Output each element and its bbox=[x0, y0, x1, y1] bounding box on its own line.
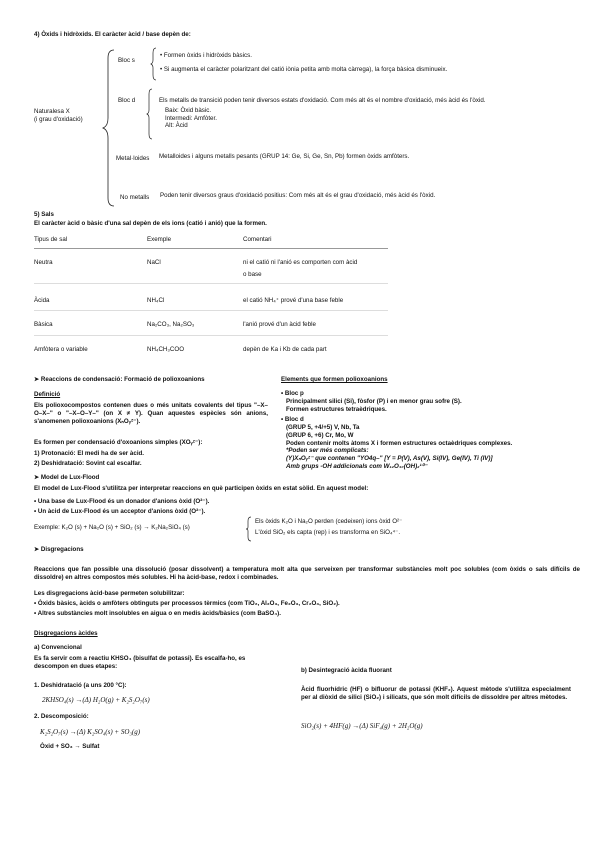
luxflood-note: L'òxid SiO₂ els capta (rep) i es transforma en SiO₄⁴⁻. bbox=[255, 528, 401, 536]
condensacio-heading: ➤ Reaccions de condensació: Formació de polioxoanions bbox=[34, 376, 205, 383]
luxflood-note: Els òxids K₂O i Na₂O perden (cedeixen) ions òxid O²⁻ bbox=[255, 518, 403, 525]
bloc-d-line: (GRUP 5, +4/+5) V, Nb, Ta bbox=[286, 424, 360, 431]
table-cell: Àcida bbox=[34, 297, 50, 304]
definicio-text: Els polioxocompostos contenen dues o més unitats covalents del tipus "–X–O–X–" o "–X–O–Y–" (on X ≠ Y). Quan aquestes espècies són anions, s'anomenen polioxoanions (XₙOᵧᶻ⁻). bbox=[34, 402, 268, 425]
grau-text: (i grau d'oxidació) bbox=[34, 115, 83, 123]
naturalesa-text: Naturalesa X bbox=[34, 108, 70, 115]
bloc-d-text bbox=[159, 97, 589, 130]
formacio-text: Es formen per condensació d'oxoanions simples (XOᵧᶻ⁻): bbox=[34, 439, 203, 446]
luxflood-base: • Una base de Lux-Flood és un donador d'anions òxid (O²⁻). bbox=[34, 498, 210, 505]
disgregacions-intro: Reaccions que fan possible una dissolució (posar dissolvent) a temperatura molt alta que serveixen per transformar substàncies molt poc solubles (com òxids o sals difícils de dissoldre) en altres compostos més solubles. Hi ha àcid-base, redox i combinades. bbox=[34, 566, 580, 581]
bloc-s-label: Bloc s bbox=[118, 57, 135, 64]
disgregacions-bullet: • Altres substàncies molt insolubles en aigua o en medis àcids/bàsics (com BaSO₄). bbox=[34, 610, 281, 617]
equation-1: 2KHSO₄(s) →(Δ) H₂O(g) + K₂S₂O₇(s) bbox=[42, 696, 150, 704]
bloc-s-line: • Formen òxids i hidròxids bàsics. bbox=[160, 52, 252, 59]
bloc-d-line: Poden contenir molts àtoms X i formen estructures octaèdriques complexes. bbox=[286, 439, 513, 447]
table-header-tipus: Tipus de sal bbox=[34, 236, 68, 243]
table-cell: el catió NH₄⁺ prové d'una base feble bbox=[243, 297, 344, 304]
disgregacions-acides-title: Disgregacions àcides bbox=[34, 630, 98, 637]
elements-heading: Elements que formen polioxoanions bbox=[281, 376, 388, 383]
convencional-title: a) Convencional bbox=[34, 644, 82, 651]
bloc-d-line: Baix: Òxid bàsic. bbox=[165, 106, 212, 114]
step-protonacio: 1) Protonació: El medi ha de ser àcid. bbox=[34, 450, 145, 457]
fluorant-title: b) Desintegració àcida fluorant bbox=[301, 667, 392, 674]
main-brace bbox=[100, 48, 120, 208]
table-cell: l'anió prové d'un àcid feble bbox=[243, 321, 316, 328]
bloc-d-line: Alt: Àcid bbox=[165, 122, 188, 130]
equation-2: K₂S₂O₇(s) →(Δ) K₂SO₄(s) + SO₃(g) bbox=[40, 728, 141, 736]
bloc-d-line: Els metalls de transició poden tenir diversos estats d'oxidació. Com més alt és el nombre d'oxidació, més àcid és l'òxid. bbox=[159, 97, 486, 104]
equation-3: Òxid + SO₃ → Sulfat bbox=[40, 743, 100, 750]
elements-note: *Poden ser més complicats: bbox=[286, 447, 369, 455]
table-header-exemple: Exemple bbox=[147, 236, 172, 243]
luxflood-acid: • Un àcid de Lux-Flood és un acceptor d'anions òxid (O²⁻). bbox=[34, 508, 206, 515]
table-cell: ni el catió ni l'anió es comporten com àcid bbox=[243, 259, 358, 266]
bloc-d-brace bbox=[146, 88, 154, 140]
step-descomposicio: 2. Descomposició: bbox=[34, 713, 89, 720]
table-row-rule bbox=[34, 310, 388, 311]
fluorant-text: Àcid fluorhídric (HF) o bifluorur de potassi (KHF₂). Aquest mètode s'utilitza especialment per al diòxid de silici (SiO₂) i silicats, que són molt difícils de dissoldre per altres mètodes. bbox=[301, 686, 571, 701]
elements-note: (Y)XₙOᵧᶻ⁻ que contenen "YO4q–" [Y = P(V), As(V), Si(IV), Ge(IV), Ti (IV)] bbox=[286, 455, 493, 462]
luxflood-intro: El model de Lux-Flood s'utilitza per interpretar reaccions en què participen òxids en estat sòlid. En aquest model: bbox=[34, 485, 369, 492]
table-cell: NaCl bbox=[147, 259, 161, 266]
section-5-heading: 5) Sals bbox=[34, 211, 54, 218]
luxflood-example: Exemple: K₂O (s) + Na₂O (s) + SiO₂ (s) → K₂Na₂SiO₄ (s) bbox=[34, 524, 190, 531]
metalloides-label: Metal·loides bbox=[116, 155, 150, 162]
table-row-rule bbox=[34, 283, 388, 284]
disgregacions-heading: ➤ Disgregacions bbox=[34, 546, 84, 553]
table-cell: Amfòtera o variable bbox=[34, 346, 88, 353]
definicio-title: Definició bbox=[34, 391, 61, 398]
table-row-rule bbox=[34, 335, 388, 336]
bloc-s-text bbox=[160, 52, 580, 74]
bloc-d-line: (GRUP 6, +6) Cr, Mo, W bbox=[286, 431, 354, 439]
section-4-heading: 4) Òxids i hidròxids. El caràcter àcid / base depèn de: bbox=[34, 31, 191, 38]
bloc-d-title: • Bloc d bbox=[281, 416, 304, 424]
convencional-text: Es fa servir com a reactiu KHSO₄ (bisulfat de potassi). Es escalfa-ho, es descompon en dues etapes: bbox=[34, 655, 246, 670]
table-cell: depèn de Ka i Kb de cada part bbox=[243, 346, 327, 353]
no-metalls-label: No metalls bbox=[120, 194, 150, 201]
luxflood-notes bbox=[255, 518, 555, 537]
bloc-p-line: Principalment silici (Si), fòsfor (P) i en menor grau sofre (S). bbox=[286, 397, 462, 405]
bloc-p-line: Formen estructures tetraèdriques. bbox=[286, 405, 387, 413]
table-cell: NH₄CH₃COO bbox=[147, 346, 185, 353]
disgregacions-bullet: • Òxids bàsics, àcids o amfòters obtinguts per processos tèrmics (com TiO₂, Al₂O₃, Fe₂O₃, Cr₂O₃, SiO₂). bbox=[34, 600, 340, 607]
bloc-d-line: Intermedi: Amfòter. bbox=[165, 114, 217, 122]
table-cell: Na₂CO₃, Na₂SO₃ bbox=[147, 321, 195, 328]
luxflood-brace bbox=[245, 516, 253, 542]
table-cell: Neutra bbox=[34, 259, 53, 266]
table-cell: Bàsica bbox=[34, 321, 53, 328]
step-deshidratacio-khso4: 1. Deshidratació (a uns 200 °C): bbox=[34, 682, 127, 689]
bloc-s-line: • Si augmenta el caràcter polaritzant del catió iònia petita amb molta càrrega), la força bàsica disminueix. bbox=[160, 65, 448, 73]
table-cell: o base bbox=[243, 271, 262, 278]
table-header-comentari: Comentari bbox=[243, 236, 272, 243]
elements-note: Amb grups -OH addicionals com W₁₂O₄₀(OH)₂¹⁰⁻ bbox=[286, 462, 428, 470]
equation-4: SiO₂(s) + 4HF(g) →(Δ) SiF₄(g) + 2H₂O(g) bbox=[301, 722, 423, 730]
metalloides-text: Metalloides i alguns metalls pesants (GRUP 14: Ge, Si, Ge, Sn, Pb) formen òxids amfòters. bbox=[159, 153, 410, 160]
step-deshidratacio: 2) Deshidratació: Sovint cal escalfar. bbox=[34, 460, 142, 467]
no-metalls-text: Poden tenir diversos graus d'oxidació positius: Com més alt és el grau d'oxidació, més àcid és l'òxid. bbox=[160, 192, 436, 199]
elements-bloc-p bbox=[281, 390, 561, 471]
bloc-d-label: Bloc d bbox=[118, 97, 136, 104]
bloc-p-title: • Bloc p bbox=[281, 390, 304, 397]
table-cell: NH₄Cl bbox=[147, 297, 165, 304]
bloc-s-brace bbox=[150, 47, 158, 81]
table-header-rule bbox=[34, 248, 388, 249]
luxflood-heading: ➤ Model de Lux-Flood bbox=[34, 474, 100, 481]
section-5-intro: El caràcter àcid o bàsic d'una sal depèn de els ions (catió i anió) que la formen. bbox=[34, 220, 267, 227]
disgregacions-p2: Les disgregacions àcid-base permeten solubilitzar: bbox=[34, 590, 185, 597]
